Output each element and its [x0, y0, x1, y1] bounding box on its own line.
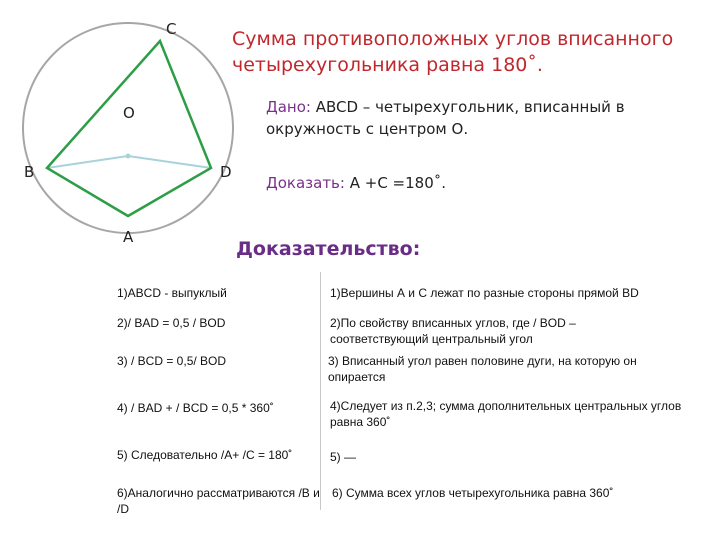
- column-divider: [320, 272, 321, 510]
- step-5-reason: 5) —: [330, 450, 357, 464]
- circumscribed-circle: [23, 23, 233, 233]
- proof-heading: Доказательство:: [236, 238, 421, 260]
- prove-label: Доказать:: [266, 174, 345, 192]
- vertex-label-c: C: [166, 20, 177, 38]
- step-3-statement: 3) / BCD = 0,5/ BOD: [117, 354, 227, 368]
- vertex-label-b: B: [24, 163, 35, 181]
- given-text: ABCD – четырехугольник, вписанный в окружность с центром О.: [266, 98, 625, 138]
- step-1-statement: 1)ABCD - выпуклый: [117, 286, 227, 300]
- step-5-statement: 5) Следовательно /А+ /С = 180˚: [117, 448, 293, 462]
- vertex-label-a: A: [123, 228, 134, 246]
- step-2-statement: 2)/ BAD = 0,5 / BOD: [117, 316, 226, 330]
- step-3-reason: 3) Вписанный угол равен половине дуги, на которую он опирается: [328, 354, 637, 384]
- center-point: [126, 154, 131, 159]
- step-4-statement: 4) / BAD + / BCD = 0,5 * 360˚: [117, 401, 274, 415]
- given-label: Дано:: [266, 98, 311, 116]
- page-title: Сумма противоположных углов вписанного четырехугольника равна 180˚.: [232, 28, 674, 76]
- vertex-label-d: D: [220, 163, 232, 181]
- radius-od: [128, 156, 211, 168]
- step-2-reason: 2)По свойству вписанных углов, где / BOD – соответствующий центральный угол: [330, 316, 576, 346]
- given-statement: [266, 96, 706, 140]
- step-6-reason: 6) Сумма всех углов четырехугольника равна 360˚: [332, 486, 614, 500]
- step-1-reason: 1)Вершины А и С лежат по разные стороны прямой BD: [330, 286, 639, 300]
- quadrilateral-abcd: [47, 41, 211, 216]
- step-6-statement: 6)Аналогично рассматриваются /В и /D: [117, 486, 320, 516]
- radius-ob: [47, 156, 128, 168]
- prove-statement: [266, 172, 706, 194]
- step-4-reason: 4)Следует из п.2,3; сумма дополнительных центральных углов равна 360˚: [330, 399, 682, 429]
- center-label-o: O: [123, 104, 135, 122]
- prove-text: А +С =180˚.: [344, 174, 447, 192]
